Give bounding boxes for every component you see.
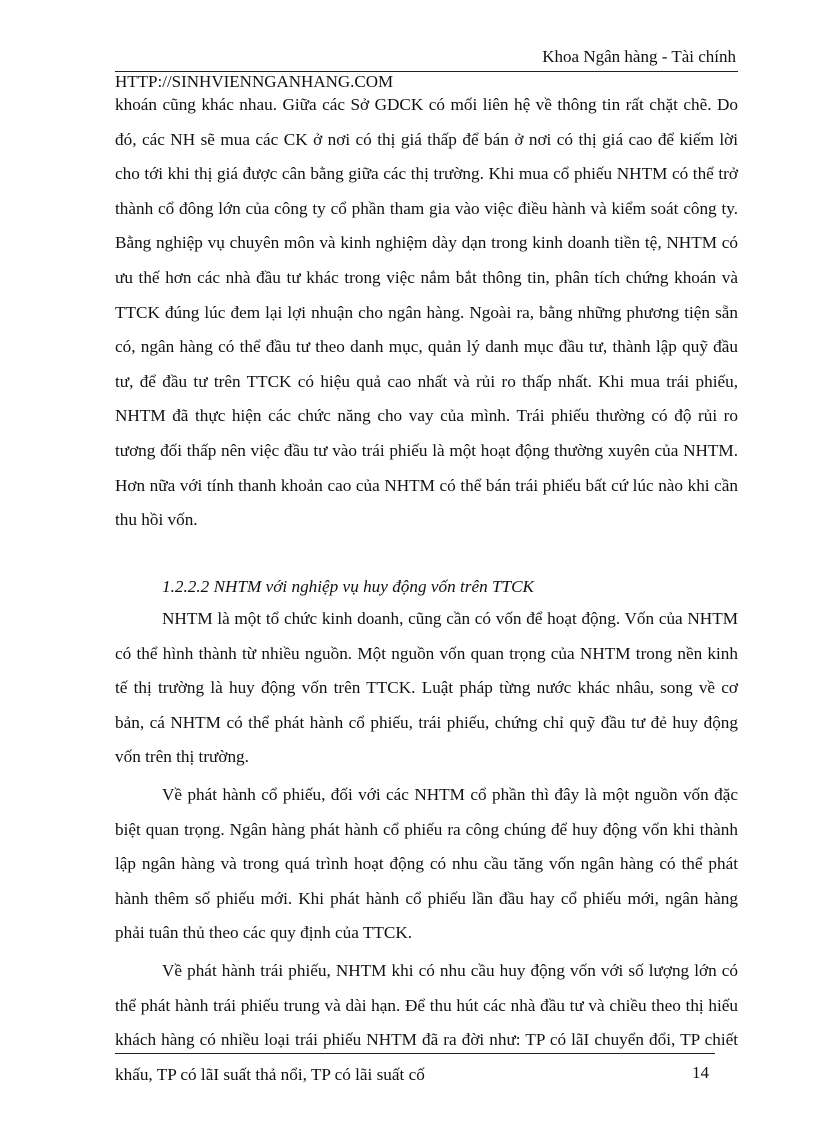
page-number: 14 — [692, 1063, 709, 1082]
footer-divider — [115, 1053, 715, 1054]
section-heading: 1.2.2.2 NHTM với nghiệp vụ huy động vốn trên TTCK — [162, 577, 535, 596]
section-body — [115, 602, 738, 1092]
section-paragraph-3: Về phát hành trái phiếu, NHTM khi có nhu cầu huy động vốn với số lượng lớn có thể phát hành trái phiếu trung và dài hạn. Để thu hút các nhà đầu tư và chiều theo thị hiếu khách hàng có nhiều loại trái phiếu NHTM đã ra đời như: TP có lãI chuyển đổi, TP chiết khấu, TP có lãI suất thả nổi, TP có lãi suất cố — [115, 960, 738, 1084]
section-paragraph-1: NHTM là một tổ chức kinh doanh, cũng cần có vốn để hoạt động. Vốn của NHTM có thể hình thành từ nhiều nguồn. Một nguồn vốn quan trọng của NHTM trong nền kinh tế thị trường là huy động vốn trên TTCK. Luật pháp từng nước khác nhâu, song về cơ bản, cá NHTM có thể phát hành cổ phiếu, trái phiếu, chứng chỉ quỹ đầu tư đẻ huy động vốn trên thị trường. — [115, 609, 738, 767]
section-paragraph-2: Về phát hành cổ phiếu, đối với các NHTM cổ phần thì đây là một nguồn vốn đặc biệt quan trọng. Ngân hàng phát hành cổ phiếu ra công chúng để huy động vốn khi thành lập ngân hàng và trong quá trình hoạt động có nhu cầu tăng vốn ngân hàng có thể phát hành thêm số phiếu mới. Khi phát hành cổ phiếu lần đầu hay cổ phiếu mới, ngân hàng phải tuân thủ theo các quy định của TTCK. — [115, 784, 738, 943]
site-url: HTTP://SINHVIENNGANHANG.COM — [115, 72, 394, 91]
body-text — [115, 88, 738, 538]
header-department: Khoa Ngân hàng - Tài chính — [542, 47, 736, 66]
paragraph-continued: khoán cũng khác nhau. Giữa các Sở GDCK có mối liên hệ về thông tin rất chặt chẽ. Do đó, các NH sẽ mua các CK ở nơi có thị giá thấp để bán ở nơi có thị giá cao để kiếm lời cho tới khi thị giá được cân bằng giữa các thị trường. Khi mua cổ phiếu NHTM có thể trở thành cổ đông lớn của công ty cổ phần tham gia vào việc điều hành và kiểm soát công ty. Bằng nghiệp vụ chuyên môn và kinh nghiệm dày dạn trong kinh doanh tiền tệ, NHTM có ưu thế hơn các nhà đầu tư khác trong việc nắm bắt thông tin, phân tích chứng khoán và TTCK đúng lúc đem lại lợi nhuận cho ngân hàng. Ngoài ra, bằng những phương tiện sẵn có, ngân hàng có thể đầu tư theo danh mục, quản lý danh mục đầu tư, thành lập quỹ đầu tư, để đầu tư trên TTCK có hiệu quả cao nhất và rủi ro thấp nhất. Khi mua trái phiếu, NHTM đã thực hiện các chức năng cho vay của mình. Trái phiếu thường có độ rủi ro tương đối thấp nên việc đầu tư vào trái phiếu là một hoạt động thường xuyên của NHTM. Hơn nữa với tính thanh khoản cao của NHTM có thể bán trái phiếu bất cứ lúc nào khi cần thu hồi vốn. — [115, 95, 738, 530]
